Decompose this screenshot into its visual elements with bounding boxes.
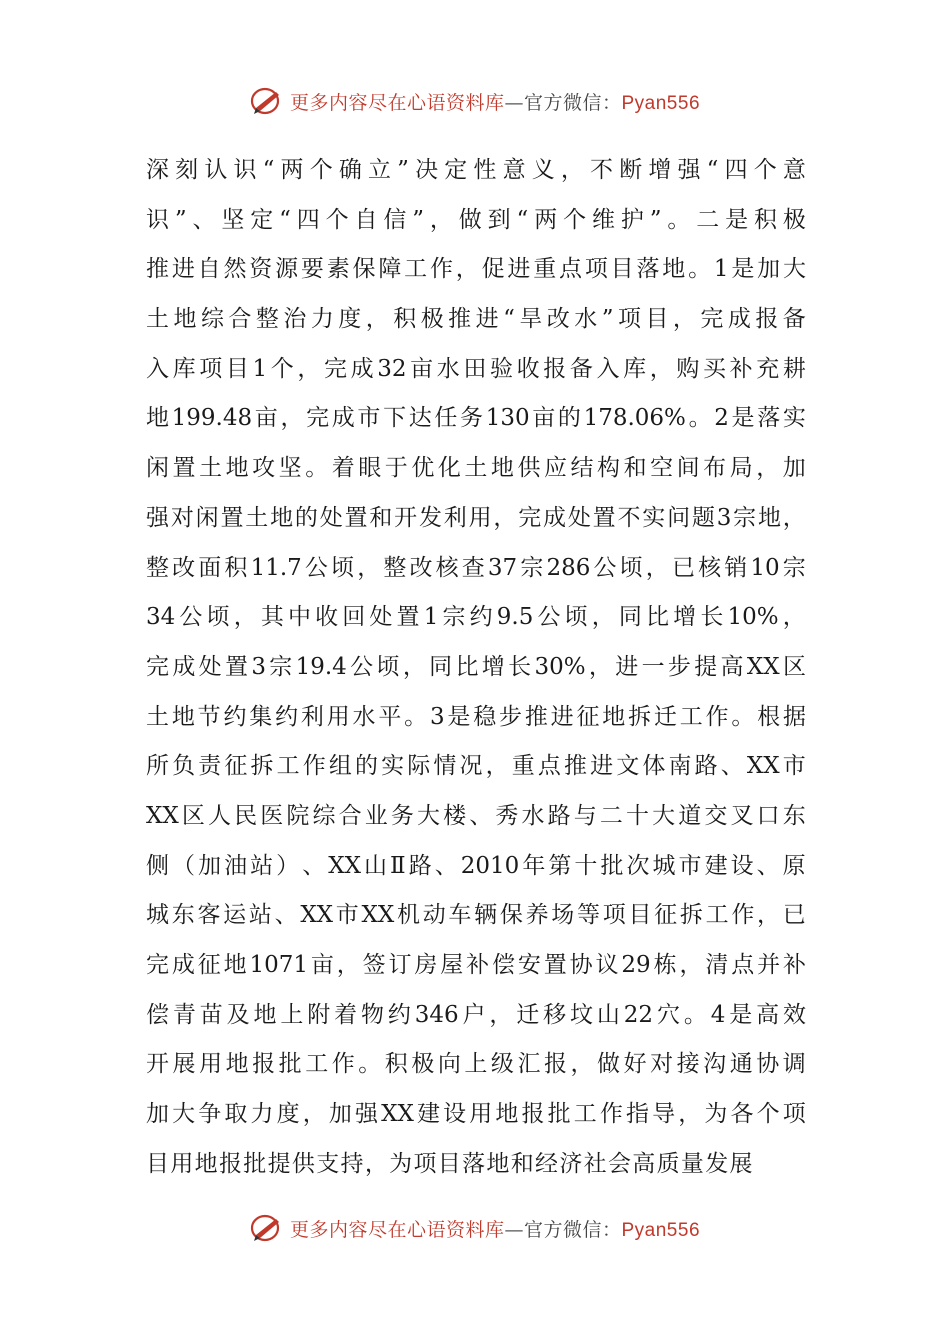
pen-logo-icon bbox=[250, 86, 284, 116]
text-line: 闲 置 土 地 攻 坚 。 着 眼 于 优 化 土 地 供 应 结 构 和 空 间 布 局 ， 加 bbox=[146, 455, 806, 482]
pen-logo-icon bbox=[250, 1213, 284, 1243]
text-line: 所 负 责 征 拆 工 作 组 的 实 际 情 况 ， 重 点 推 进 文 体 南 路 、 XX 市 bbox=[146, 753, 806, 780]
text-line: 地 199.48 亩 ， 完 成 市 下 达 任 务 130 亩 的 178.06% 。 2 是 落 实 bbox=[146, 405, 806, 432]
text-line: 强 对 闲 置 土 地 的 处 置 和 开 发 利 用 ， 完 成 处 置 不 实 问 题 3 宗 地 ， bbox=[146, 504, 806, 531]
text-line: 入 库 项 目 1 个 ， 完 成 32 亩 水 田 验 收 报 备 入 库 ， 购 买 补 充 耕 bbox=[146, 355, 806, 382]
watermark-title: 更多内容尽在心语资料库 bbox=[289, 1218, 505, 1241]
text-line: 目 用 地 报 批 提 供 支 持 ， 为 项 目 落 地 和 经 济 社 会 高 质 量 发 展 bbox=[146, 1150, 754, 1177]
text-line: 整 改 面 积 11.7 公 顷 ， 整 改 核 查 37 宗 286 公 顷 ， 已 核 销 10 宗 bbox=[146, 554, 806, 581]
footer-watermark bbox=[0, 1213, 950, 1243]
text-line: 侧 （ 加 油 站 ） 、 XX 山 Ⅱ 路 、 2010 年 第 十 批 次 城 市 建 设 、 原 bbox=[146, 852, 806, 879]
text-line: 完 成 处 置 3 宗 19.4 公 顷 ， 同 比 增 长 30% ， 进 一 步 提 高 XX 区 bbox=[146, 653, 806, 680]
watermark-dash: — bbox=[504, 1218, 524, 1241]
text-line: 土 地 节 约 集 约 利 用 水 平 。 3 是 稳 步 推 进 征 地 拆 迁 工 作 。 根 据 bbox=[146, 703, 806, 730]
watermark-handle: Pyan556 bbox=[621, 92, 701, 114]
watermark-wechat-label: 官方微信： bbox=[523, 91, 622, 114]
text-line: 偿 青 苗 及 地 上 附 着 物 约 346 户 ， 迁 移 坟 山 22 穴 。 4 是 高 效 bbox=[146, 1001, 806, 1028]
text-line: 推 进 自 然 资 源 要 素 保 障 工 作 ， 促 进 重 点 项 目 落 地 。 1 是 加 大 bbox=[146, 256, 806, 283]
text-line: 土 地 综 合 整 治 力 度 ， 积 极 推 进 “ 旱 改 水 ” 项 目 ， 完 成 报 备 bbox=[146, 306, 806, 333]
text-line: 深 刻 认 识 “ 两 个 确 立 ” 决 定 性 意 义 ， 不 断 增 强 “ 四 个 意 bbox=[146, 157, 806, 183]
text-line: 开 展 用 地 报 批 工 作 。 积 极 向 上 级 汇 报 ， 做 好 对 接 沟 通 协 调 bbox=[146, 1051, 806, 1078]
watermark-text bbox=[290, 1215, 700, 1242]
watermark-wechat-label: 官方微信： bbox=[523, 1218, 622, 1241]
watermark-title: 更多内容尽在心语资料库 bbox=[289, 91, 505, 114]
text-line: 城 东 客 运 站 、 XX 市 XX 机 动 车 辆 保 养 场 等 项 目 征 拆 工 作 ， 已 bbox=[146, 902, 806, 929]
watermark-dash: — bbox=[504, 91, 524, 114]
text-line: XX 区 人 民 医 院 综 合 业 务 大 楼 、 秀 水 路 与 二 十 大 道 交 叉 口 东 bbox=[146, 802, 806, 829]
watermark-handle: Pyan556 bbox=[621, 1219, 701, 1241]
text-line: 完 成 征 地 1071 亩 ， 签 订 房 屋 补 偿 安 置 协 议 29 栋 ， 清 点 并 补 bbox=[146, 952, 806, 978]
document-body bbox=[146, 146, 806, 1189]
header-watermark bbox=[0, 86, 950, 116]
text-line: 加 大 争 取 力 度 ， 加 强 XX 建 设 用 地 报 批 工 作 指 导 ， 为 各 个 项 bbox=[146, 1101, 806, 1128]
text-line: 34 公 顷 ， 其 中 收 回 处 置 1 宗 约 9.5 公 顷 ， 同 比 增 长 10% ， bbox=[146, 604, 806, 631]
watermark-text bbox=[290, 88, 700, 115]
text-line: 识 ” 、 坚 定 “ 四 个 自 信 ” ， 做 到 “ 两 个 维 护 ” 。 二 是 积 极 bbox=[146, 206, 806, 233]
